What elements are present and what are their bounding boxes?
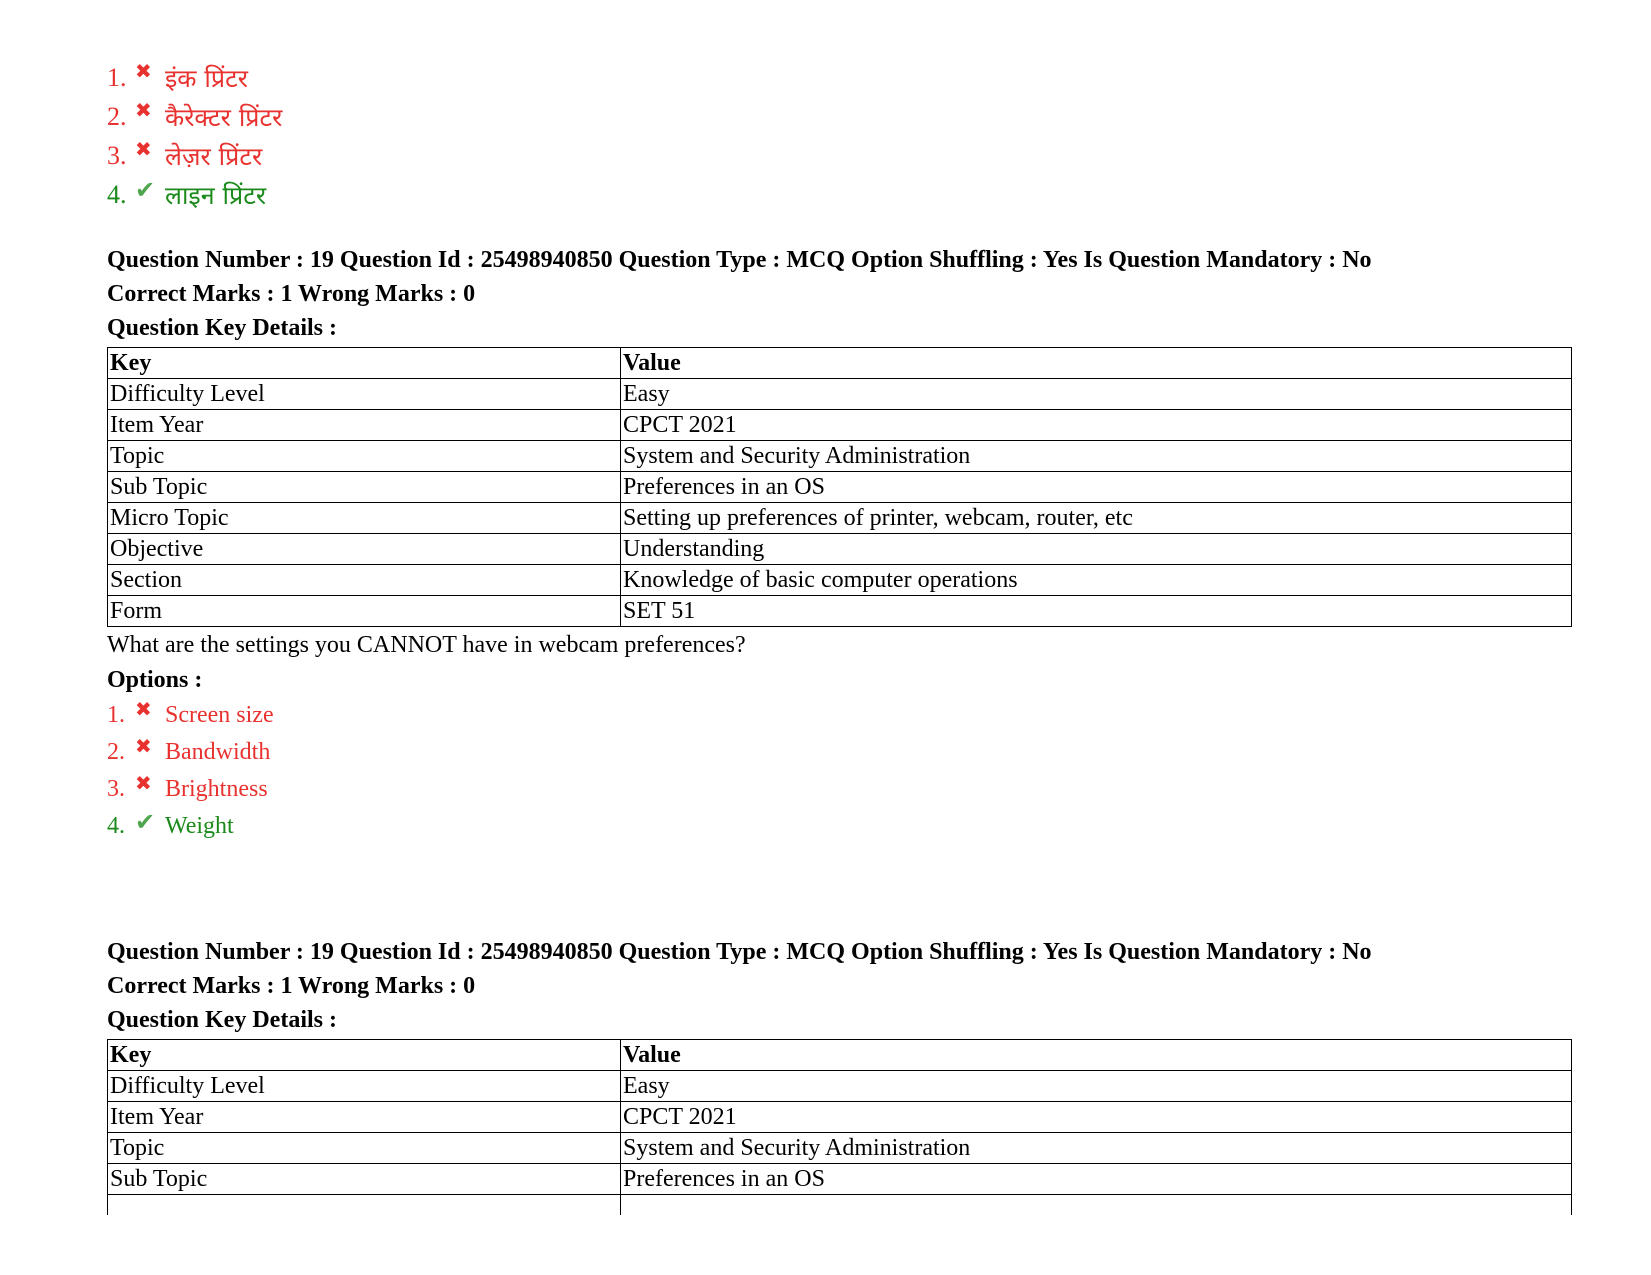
table-row [108,503,1572,534]
table-header-key: Key [108,348,621,379]
table-row [108,410,1572,441]
table-row [108,1071,1572,1102]
marks-line: Correct Marks : 1 Wrong Marks : 0 [107,973,476,999]
table-row [108,596,1572,627]
row-key: Topic [108,1133,621,1164]
option-number: 1. [107,62,127,92]
row-key: Sub Topic [108,1164,621,1195]
row-key [108,1195,621,1216]
row-key: Item Year [108,1102,621,1133]
check-icon: ✔ [135,178,156,204]
row-key: Item Year [108,410,621,441]
row-key: Sub Topic [108,472,621,503]
table-row [108,1133,1572,1164]
marks-line: Correct Marks : 1 Wrong Marks : 0 [107,281,476,307]
key-details-label: Question Key Details : [107,315,337,341]
row-key: Difficulty Level [108,379,621,410]
cross-icon: ✖ [135,736,152,758]
option-number: 2. [107,739,125,765]
row-value [621,1195,1572,1216]
row-value: Knowledge of basic computer operations [621,565,1572,596]
option-item [107,808,1572,845]
option-number: 4. [107,813,125,839]
option-item [107,734,1572,771]
table-row [108,1102,1572,1133]
table-header-value: Value [621,348,1572,379]
option-number: 1. [107,702,125,728]
key-details-label: Question Key Details : [107,1007,337,1033]
option-text: Brightness [165,776,268,802]
row-key: Micro Topic [108,503,621,534]
row-value: CPCT 2021 [621,1102,1572,1133]
option-text: Bandwidth [165,739,271,765]
options-list [107,697,1572,845]
table-header-row [108,1040,1572,1071]
cross-icon: ✖ [135,100,152,122]
row-key: Topic [108,441,621,472]
table-row [108,1195,1572,1216]
row-key: Section [108,565,621,596]
row-value: System and Security Administration [621,441,1572,472]
row-value: SET 51 [621,596,1572,627]
option-item [107,58,282,97]
question-block [107,935,1572,1192]
row-value: Easy [621,379,1572,410]
option-text: Weight [165,813,234,839]
row-value: Preferences in an OS [621,1164,1572,1195]
cross-icon: ✖ [135,61,152,83]
option-item [107,97,282,136]
option-number: 3. [107,140,127,170]
option-item [107,697,1572,734]
question-block [107,243,1572,845]
table-clip [107,1037,1572,1215]
row-key: Objective [108,534,621,565]
option-number: 4. [107,179,127,209]
option-item [107,136,282,175]
option-text: इंक प्रिंटर [165,63,248,93]
table-row [108,379,1572,410]
table-row [108,565,1572,596]
option-item [107,771,1572,808]
option-number: 2. [107,101,127,131]
table-row [108,441,1572,472]
cross-icon: ✖ [135,139,152,161]
table-row [108,534,1572,565]
table-row [108,472,1572,503]
option-text: कैरेक्टर प्रिंटर [165,102,283,132]
row-key: Form [108,596,621,627]
table-header-value: Value [621,1040,1572,1071]
previous-options-list [107,58,282,214]
table-row [108,1164,1572,1195]
table-header-key: Key [108,1040,621,1071]
key-details-table [107,1039,1572,1215]
row-value: Understanding [621,534,1572,565]
option-item [107,175,282,214]
options-label: Options : [107,667,203,693]
option-text: लेज़र प्रिंटर [165,141,263,171]
check-icon: ✔ [135,810,156,836]
row-value: Easy [621,1071,1572,1102]
row-value: Preferences in an OS [621,472,1572,503]
key-details-table [107,347,1572,627]
option-text: Screen size [165,702,274,728]
cross-icon: ✖ [135,773,152,795]
question-header: Question Number : 19 Question Id : 25498940850 Question Type : MCQ Option Shuffling : Yes Is Question Mandatory : No [107,939,1372,965]
option-text: लाइन प्रिंटर [165,180,267,210]
question-header: Question Number : 19 Question Id : 25498940850 Question Type : MCQ Option Shuffling : Yes Is Question Mandatory : No [107,247,1372,273]
table-header-row [108,348,1572,379]
row-value: CPCT 2021 [621,410,1572,441]
row-value: Setting up preferences of printer, webcam, router, etc [621,503,1572,534]
row-key: Difficulty Level [108,1071,621,1102]
cross-icon: ✖ [135,699,152,721]
option-number: 3. [107,776,125,802]
question-text: What are the settings you CANNOT have in webcam preferences? [107,632,746,658]
row-value: System and Security Administration [621,1133,1572,1164]
